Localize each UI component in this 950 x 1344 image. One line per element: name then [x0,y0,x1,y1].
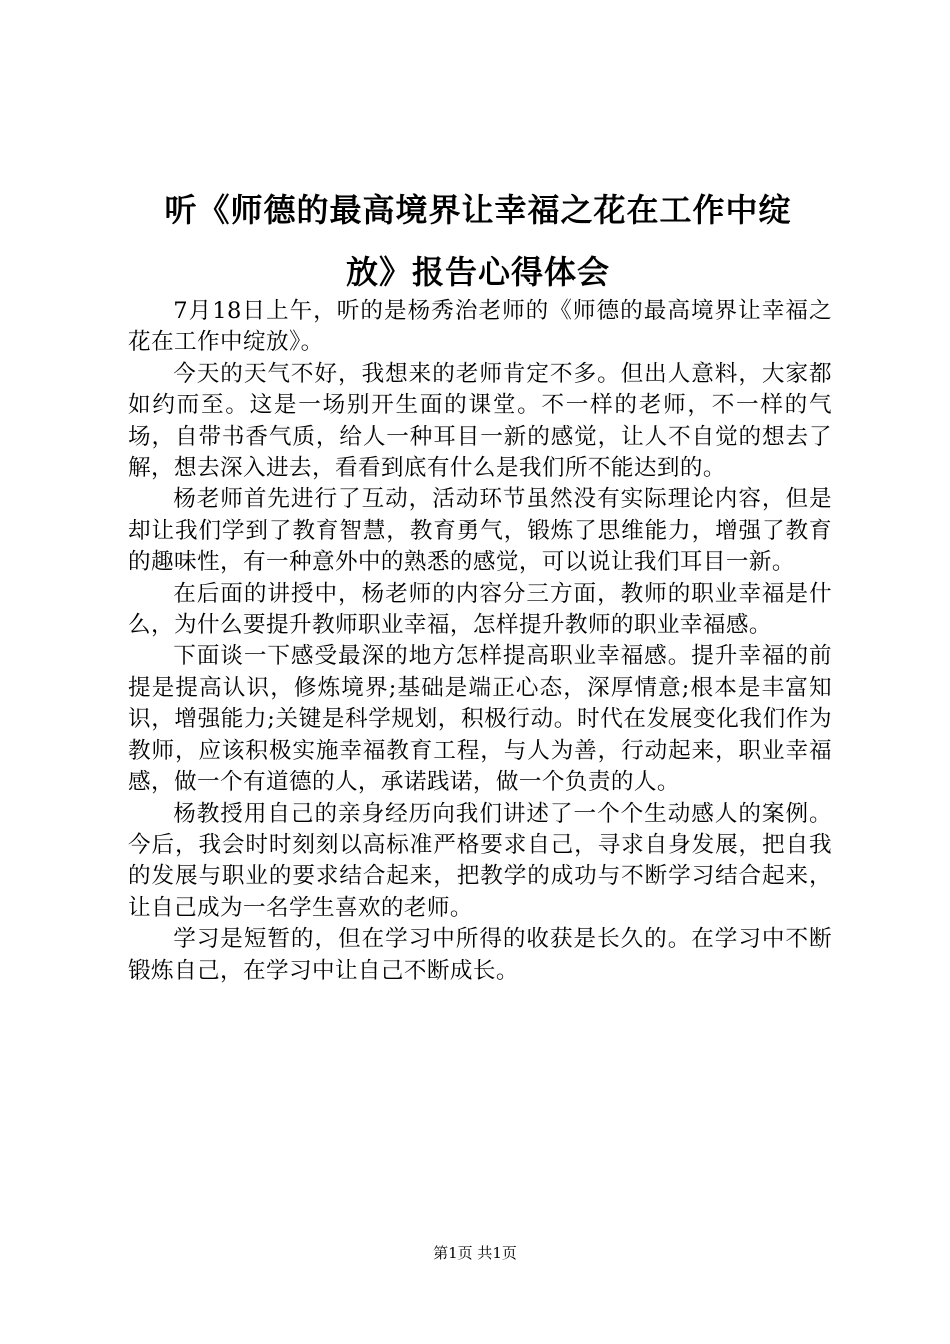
page-total: 共1页 [477,1244,517,1262]
document-body [128,296,832,987]
paragraph-3: 杨老师首先进行了互动，活动环节虽然没有实际理论内容，但是却让我们学到了教育智慧，教育勇气，锻炼了思维能力，增强了教育的趣味性，有一种意外中的熟悉的感觉，可以说让我们耳目一新。 [128,486,832,576]
paragraph-6: 杨教授用自己的亲身经历向我们讲述了一个个生动感人的案例。今后，我会时时刻刻以高标准严格要求自己，寻求自身发展，把自我的发展与职业的要求结合起来，把教学的成功与不断学习结合起来，让自己成为一名学生喜欢的老师。 [128,800,832,921]
page-number: 第1页 [433,1244,473,1262]
paragraph-1: 7月18日上午，听的是杨秀治老师的《师德的最高境界让幸福之花在工作中绽放》。 [128,298,832,356]
paragraph-2: 今天的天气不好，我想来的老师肯定不多。但出人意料，大家都如约而至。这是一场别开生面的课堂。不一样的老师，不一样的气场，自带书香气质，给人一种耳目一新的感觉，让人不自觉的想去了解，想去深入进去，看看到底有什么是我们所不能达到的。 [128,360,832,482]
page-footer [0,1243,950,1263]
document-title-line-1: 听《师德的最高境界让幸福之花在工作中绽 [164,191,792,229]
document-title-line-2: 放》报告心得体会 [345,253,610,291]
paragraph-4: 在后面的讲授中，杨老师的内容分三方面，教师的职业幸福是什么，为什么要提升教师职业幸福，怎样提升教师的职业幸福感。 [128,580,832,639]
paragraph-5: 下面谈一下感受最深的地方怎样提高职业幸福感。提升幸福的前提是提高认识，修炼境界;基础是端正心态，深厚情意;根本是丰富知识，增强能力;关键是科学规划，积极行动。时代在发展变化我们作为教师，应该积极实施幸福教育工程，与人为善，行动起来，职业幸福感，做一个有道德的人，承诺践诺，做一个负责的人。 [128,643,832,796]
paragraph-7: 学习是短暂的，但在学习中所得的收获是长久的。在学习中不断锻炼自己，在学习中让自己不断成长。 [128,926,832,984]
